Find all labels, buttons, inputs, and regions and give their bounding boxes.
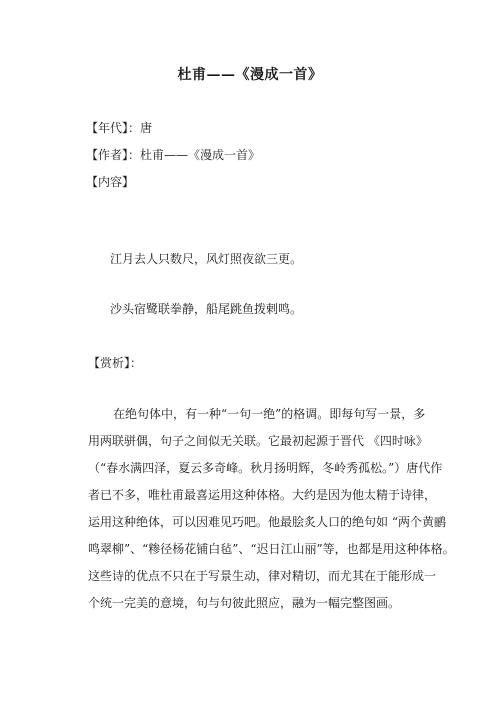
- era-line: 【年代】：唐: [86, 121, 153, 135]
- page-title: 杜甫——《漫成一首》: [177, 67, 323, 83]
- author-line: 【作者】：杜甫——《漫成一首》: [86, 148, 261, 162]
- paragraph-line: 鸣翠柳”、“糁径杨花铺白毡”、“迟日江山丽”等，也都是用这种体格。: [88, 542, 455, 556]
- paragraph-line: 在绝句体中，有一种“一句一绝”的格调。即每句写一景，多: [113, 407, 426, 421]
- poem-line: 沙头宿鹭联拳静，船尾跳鱼拨剌鸣。: [110, 302, 303, 316]
- poem-line: 江月去人只数尺，风灯照夜欲三更。: [110, 252, 303, 266]
- paragraph-line: 者已不多，唯杜甫最喜运用这种体格。大约是因为他太精于诗律，: [88, 488, 437, 502]
- paragraph-line: （“春水满四泽，夏云多奇峰。秋月扬明辉，冬岭秀孤松。”）唐代作: [88, 461, 443, 475]
- paragraph-line: 这些诗的优点不只在于写景生动，律对精切，而尤其在于能形成一: [88, 569, 437, 583]
- analysis-label: 【赏析】：: [88, 356, 143, 370]
- analysis-paragraph: [88, 401, 455, 617]
- paragraph-line: 个统一完美的意境，句与句彼此照应，融为一幅完整图画。: [88, 596, 401, 610]
- paragraph-line: 用两联骈偶，句子之间似无关联。它最初起源于晋代 《四时咏》: [88, 434, 428, 448]
- content-label: 【内容】: [86, 175, 135, 189]
- paragraph-line: 运用这种绝体，可以因难见巧吧。他最脍炙人口的绝句如 “两个黄鹂: [88, 515, 446, 529]
